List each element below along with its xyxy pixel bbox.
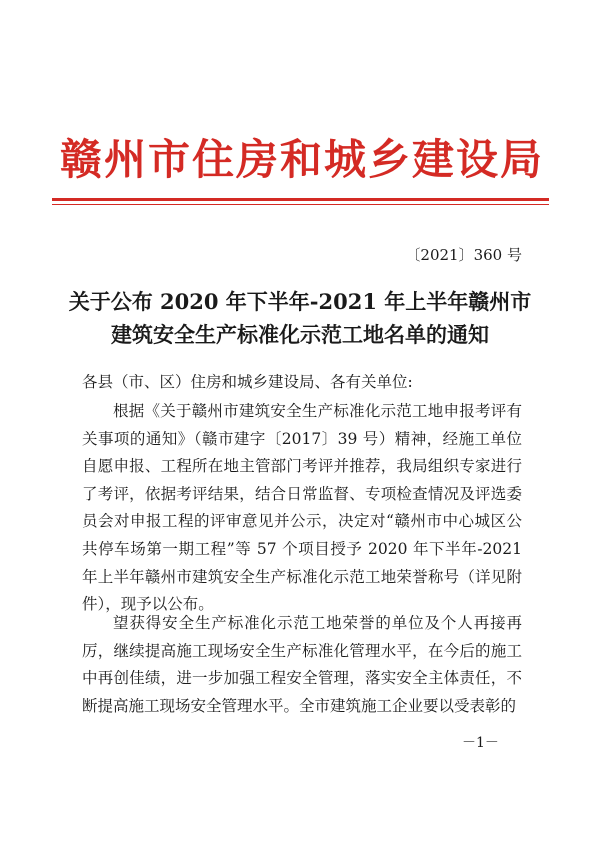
document-title-line-2: 建筑安全生产标准化示范工地名单的通知	[111, 322, 489, 347]
document-title	[60, 285, 540, 351]
body-paragraph-2: 望获得安全生产标准化示范工地荣誉的单位及个人再接再厉，继续提高施工现场安全生产标准化管理水平，在今后的施工中再创佳绩，进一步加强工程安全管理，落实安全主体责任，不断提高施工现场安全管理水平。全市建筑施工企业要以受表彰的	[82, 614, 522, 715]
document-title-line-1: 关于公布 2020 年下半年-2021 年上半年赣州市	[68, 289, 532, 314]
issuing-authority-header: 赣州市住房和城乡建设局	[60, 135, 545, 184]
red-header-rule-thick	[52, 198, 549, 201]
body-paragraph-1: 根据《关于赣州市建筑安全生产标准化示范工地申报考评有关事项的通知》（赣市建字〔2017〕39 号）精神，经施工单位自愿申报、工程所在地主管部门考评并推荐，我局组织专家进行了考评，依据考评结果，结合日常监督、专项检查情况及评选委员会对申报工程的评审意见并公示，决定对“赣州市中心城区公共停车场第一期工程”等 57 个项目授予 2020 年下半年-2021 年上半年赣州市建筑安全生产标准化示范工地荣誉称号（详见附件），现予以公布。	[82, 402, 522, 614]
page-number: －1－	[462, 735, 499, 751]
red-header-rule-thin	[52, 204, 549, 205]
addressee-line: 各县（市、区）住房和城乡建设局、各有关单位:	[82, 373, 413, 391]
document-number: 〔2021〕360 号	[405, 246, 522, 264]
